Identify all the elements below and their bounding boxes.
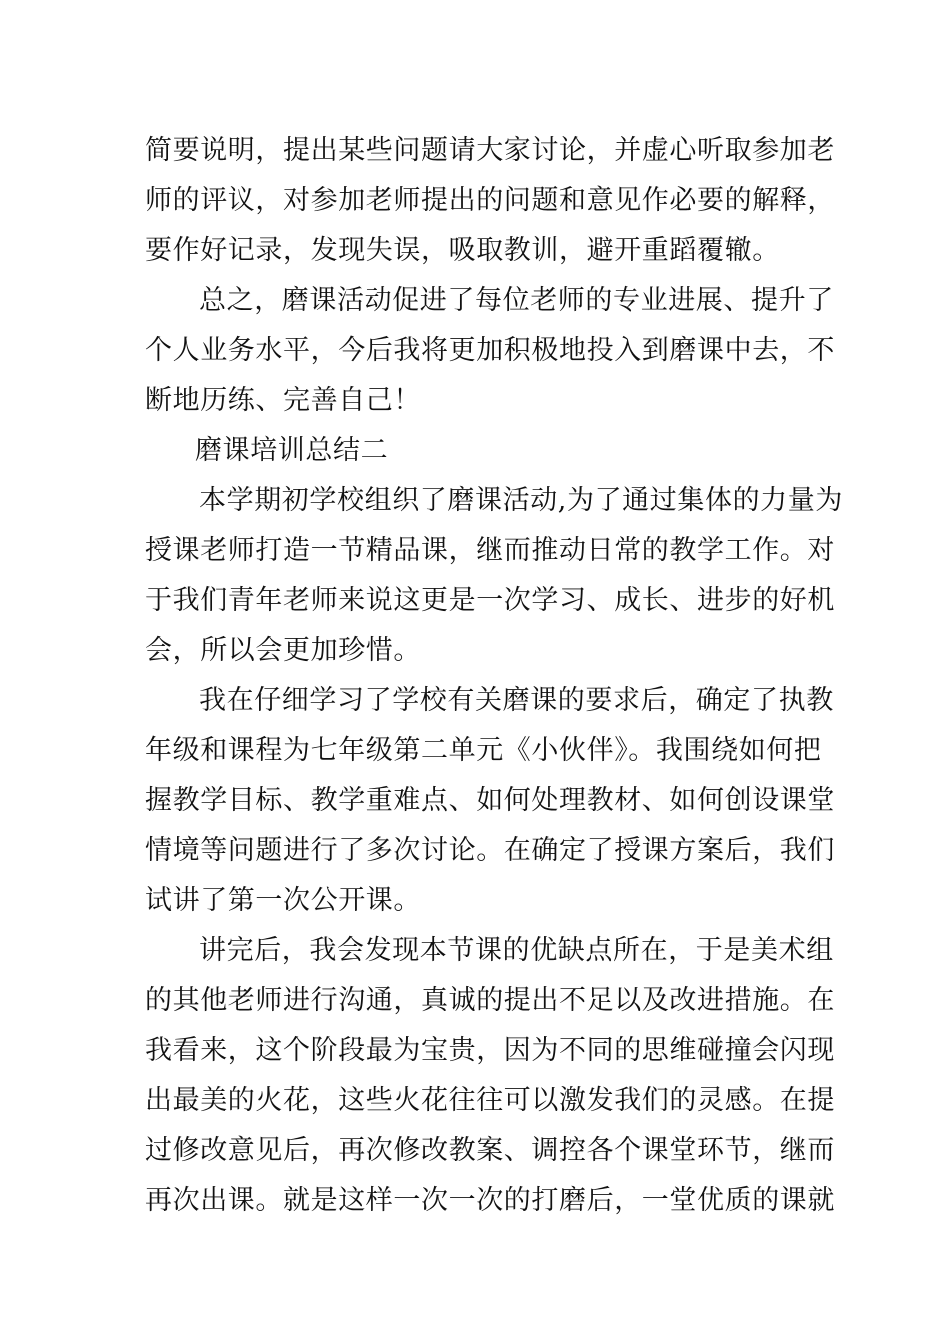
- text-line: 的其他老师进行沟通，真诚的提出不足以及改进措施。在: [145, 985, 835, 1016]
- document-body: [145, 126, 843, 1226]
- text-line: 我在仔细学习了学校有关磨课的要求后，确定了执教: [199, 685, 834, 716]
- text-line: 本学期初学校组织了磨课活动,为了通过集体的力量为: [199, 485, 843, 516]
- text-line: 再次出课。就是这样一次一次的打磨后，一堂优质的课就: [145, 1185, 835, 1216]
- text-line: 个人业务水平，今后我将更加积极地投入到磨课中去，不: [145, 335, 835, 366]
- text-line: 试讲了第一次公开课。: [145, 885, 421, 916]
- text-line: 我看来，这个阶段最为宝贵，因为不同的思维碰撞会闪现: [145, 1035, 835, 1066]
- text-line: 要作好记录，发现失误，吸取教训，避开重蹈覆辙。: [145, 235, 780, 266]
- text-line: 握教学目标、教学重难点、如何处理教材、如何创设课堂: [145, 785, 835, 816]
- section-heading: 磨课培训总结二: [195, 435, 389, 466]
- text-line: 简要说明，提出某些问题请大家讨论，并虚心听取参加老: [145, 135, 835, 166]
- text-line: 出最美的火花，这些火花往往可以激发我们的灵感。在提: [145, 1085, 835, 1116]
- text-line: 师的评议，对参加老师提出的问题和意见作必要的解释，: [145, 185, 835, 216]
- text-line: 情境等问题进行了多次讨论。在确定了授课方案后，我们: [145, 835, 835, 866]
- text-line: 会，所以会更加珍惜。: [145, 635, 421, 666]
- text-line: 年级和课程为七年级第二单元《小伙伴》。我围绕如何把: [145, 735, 822, 766]
- text-line: 讲完后，我会发现本节课的优缺点所在，于是美术组: [199, 935, 834, 966]
- text-line: 于我们青年老师来说这更是一次学习、成长、进步的好机: [145, 585, 835, 616]
- text-line: 断地历练、完善自己！: [145, 385, 421, 416]
- text-line: 授课老师打造一节精品课，继而推动日常的教学工作。对: [145, 535, 835, 566]
- text-line: 过修改意见后，再次修改教案、调控各个课堂环节，继而: [145, 1135, 835, 1166]
- text-line: 总之，磨课活动促进了每位老师的专业进展、提升了: [199, 285, 834, 316]
